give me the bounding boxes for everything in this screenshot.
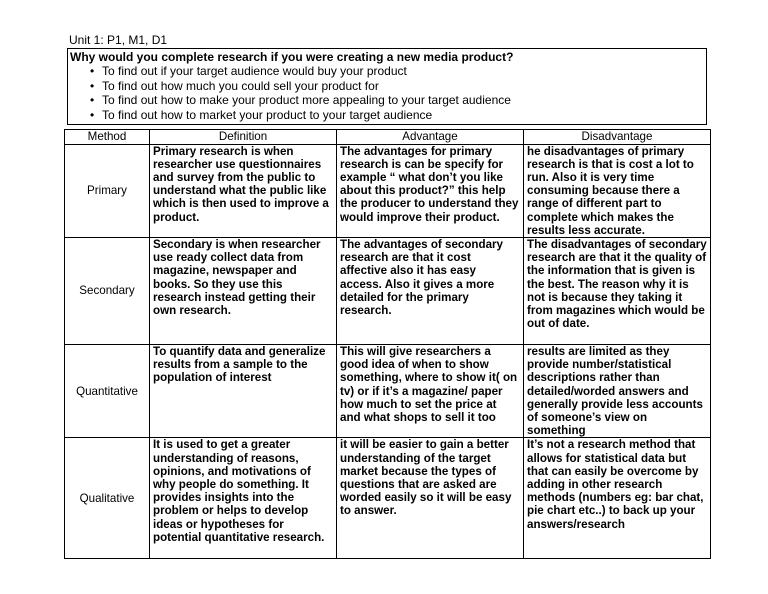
definition-cell: To quantify data and generalize results from a sample to the population of interest [150, 345, 337, 438]
question-box [67, 48, 707, 125]
reasons-list [70, 64, 704, 122]
method-cell: Primary [65, 144, 150, 237]
table-header-row [65, 130, 711, 144]
table-row [65, 345, 711, 438]
bullet-item: • To find out how to market your product to your target audience [92, 108, 704, 123]
advantage-cell: The advantages of secondary research are that it cost affective also it has easy access. Also it gives a more detailed for the primary research. [337, 238, 524, 345]
disadvantage-cell: The disadvantages of secondary research are that it the quality of the information that is given is the best. The reason why it is not is because they taking it from magazines which would be out of date. [524, 238, 711, 345]
definition-cell: Secondary is when researcher use ready collect data from magazine, newspaper and books. So they use this research instead getting their own research. [150, 238, 337, 345]
method-cell: Quantitative [65, 345, 150, 438]
method-cell: Secondary [65, 238, 150, 345]
column-header-method: Method [65, 130, 150, 144]
bullet-item: • To find out how to make your product more appealing to your target audience [92, 93, 704, 108]
column-header-disadvantage: Disadvantage [524, 130, 711, 144]
definition-cell: It is used to get a greater understanding of reasons, opinions, and motivations of why people do something. It provides insights into the problem or helps to develop ideas or hypotheses for potential quantitative research. [150, 438, 337, 559]
disadvantage-cell: It’s not a research method that allows for statistical data but that can easily be overcome by adding in other research methods (numbers eg: bar chat, pie chart etc..) to back up your answers/research [524, 438, 711, 559]
unit-title: Unit 1: P1, M1, D1 [69, 33, 168, 47]
table-row [65, 144, 711, 237]
table-row [65, 238, 711, 345]
definition-cell: Primary research is when researcher use questionnaires and survey from the public to understand what the public like which is then used to improve a product. [150, 144, 337, 237]
disadvantage-cell: he disadvantages of primary research is that is cost a lot to run. Also it is very time consuming because there a range of different part to complete which makes the results less accurate. [524, 144, 711, 237]
advantage-cell: The advantages for primary research is can be specify for example “ what don’t you like about this product?” this help the producer to understand they would improve their product. [337, 144, 524, 237]
bullet-item: • To find out if your target audience would buy your product [92, 64, 704, 79]
column-header-definition: Definition [150, 130, 337, 144]
advantage-cell: This will give researchers a good idea of when to show something, where to show it( on tv) or if it’s a magazine/ paper how much to set the price at and what shops to sell it too [337, 345, 524, 438]
advantage-cell: it will be easier to gain a better understanding of the target market because the types of questions that are asked are worded easily so it will be easy to answer. [337, 438, 524, 559]
table-row [65, 438, 711, 559]
question-heading: Why would you complete research if you were creating a new media product? [70, 50, 514, 64]
bullet-item: • To find out how much you could sell your product for [92, 79, 704, 94]
method-cell: Qualitative [65, 438, 150, 559]
research-methods-table [64, 129, 711, 559]
document-page [67, 33, 707, 559]
disadvantage-cell: results are limited as they provide number/statistical descriptions rather than detailed/worded answers and generally provide less accounts of someone’s view on something [524, 345, 711, 438]
column-header-advantage: Advantage [337, 130, 524, 144]
